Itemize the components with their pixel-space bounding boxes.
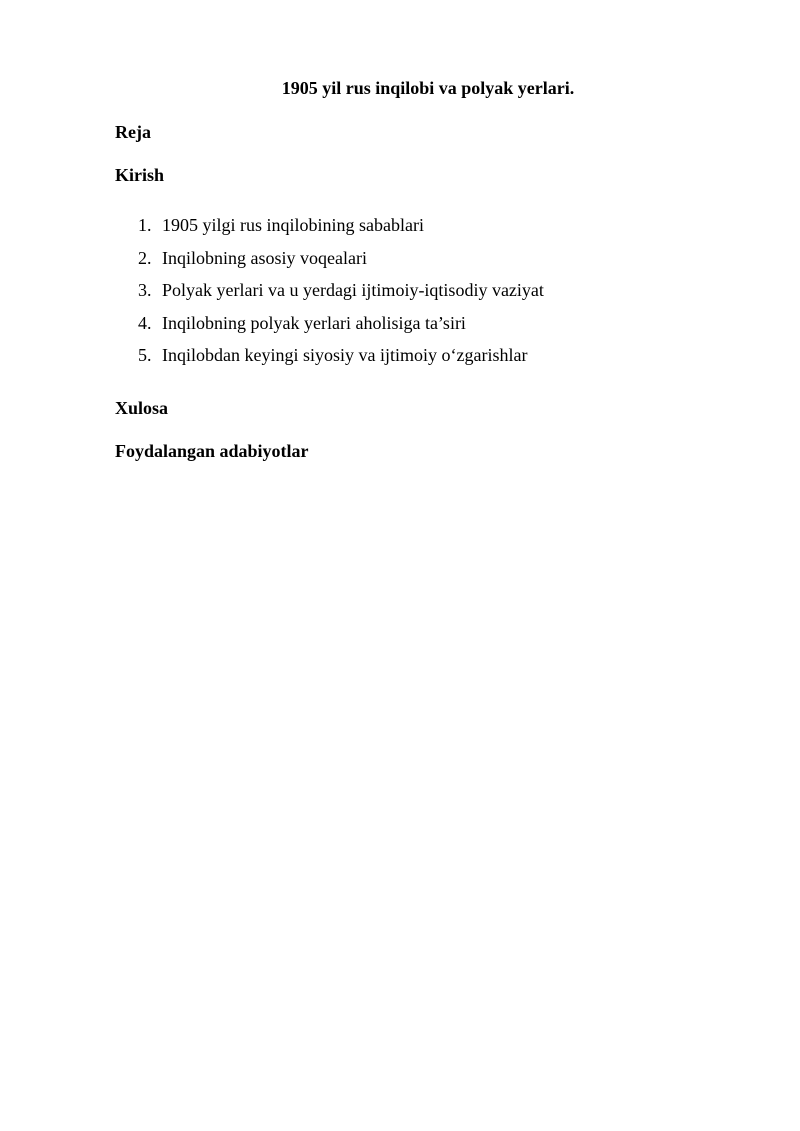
- section-heading-intro: Kirish: [115, 165, 165, 185]
- section-heading-references: Foydalangan adabiyotlar: [115, 441, 309, 461]
- list-item: [115, 311, 715, 344]
- section-heading-plan: Reja: [115, 122, 151, 142]
- plan-list: [115, 213, 715, 376]
- list-item-number: 4.: [138, 312, 152, 333]
- document-title: 1905 yil rus inqilobi va polyak yerlari.: [281, 78, 575, 98]
- list-item-number: 2.: [138, 247, 152, 268]
- list-item: [115, 246, 715, 279]
- list-item-text: Inqilobning asosiy voqealari: [162, 247, 367, 268]
- section-heading-conclusion: Xulosa: [115, 398, 169, 418]
- list-item-number: 5.: [138, 345, 152, 365]
- list-item-text: 1905 yilgi rus inqilobining sabablari: [162, 215, 424, 235]
- list-item-number: 3.: [138, 280, 152, 300]
- list-item-number: 1.: [138, 215, 152, 235]
- list-item: [115, 213, 715, 246]
- list-item-text: Polyak yerlari va u yerdagi ijtimoiy-iqtisodiy vaziyat: [162, 280, 544, 300]
- list-item: [115, 343, 715, 376]
- list-item-text: Inqilobning polyak yerlari aholisiga ta’siri: [162, 312, 466, 333]
- list-item: [115, 278, 715, 311]
- list-item-text: Inqilobdan keyingi siyosiy va ijtimoiy o‘zgarishlar: [162, 345, 528, 365]
